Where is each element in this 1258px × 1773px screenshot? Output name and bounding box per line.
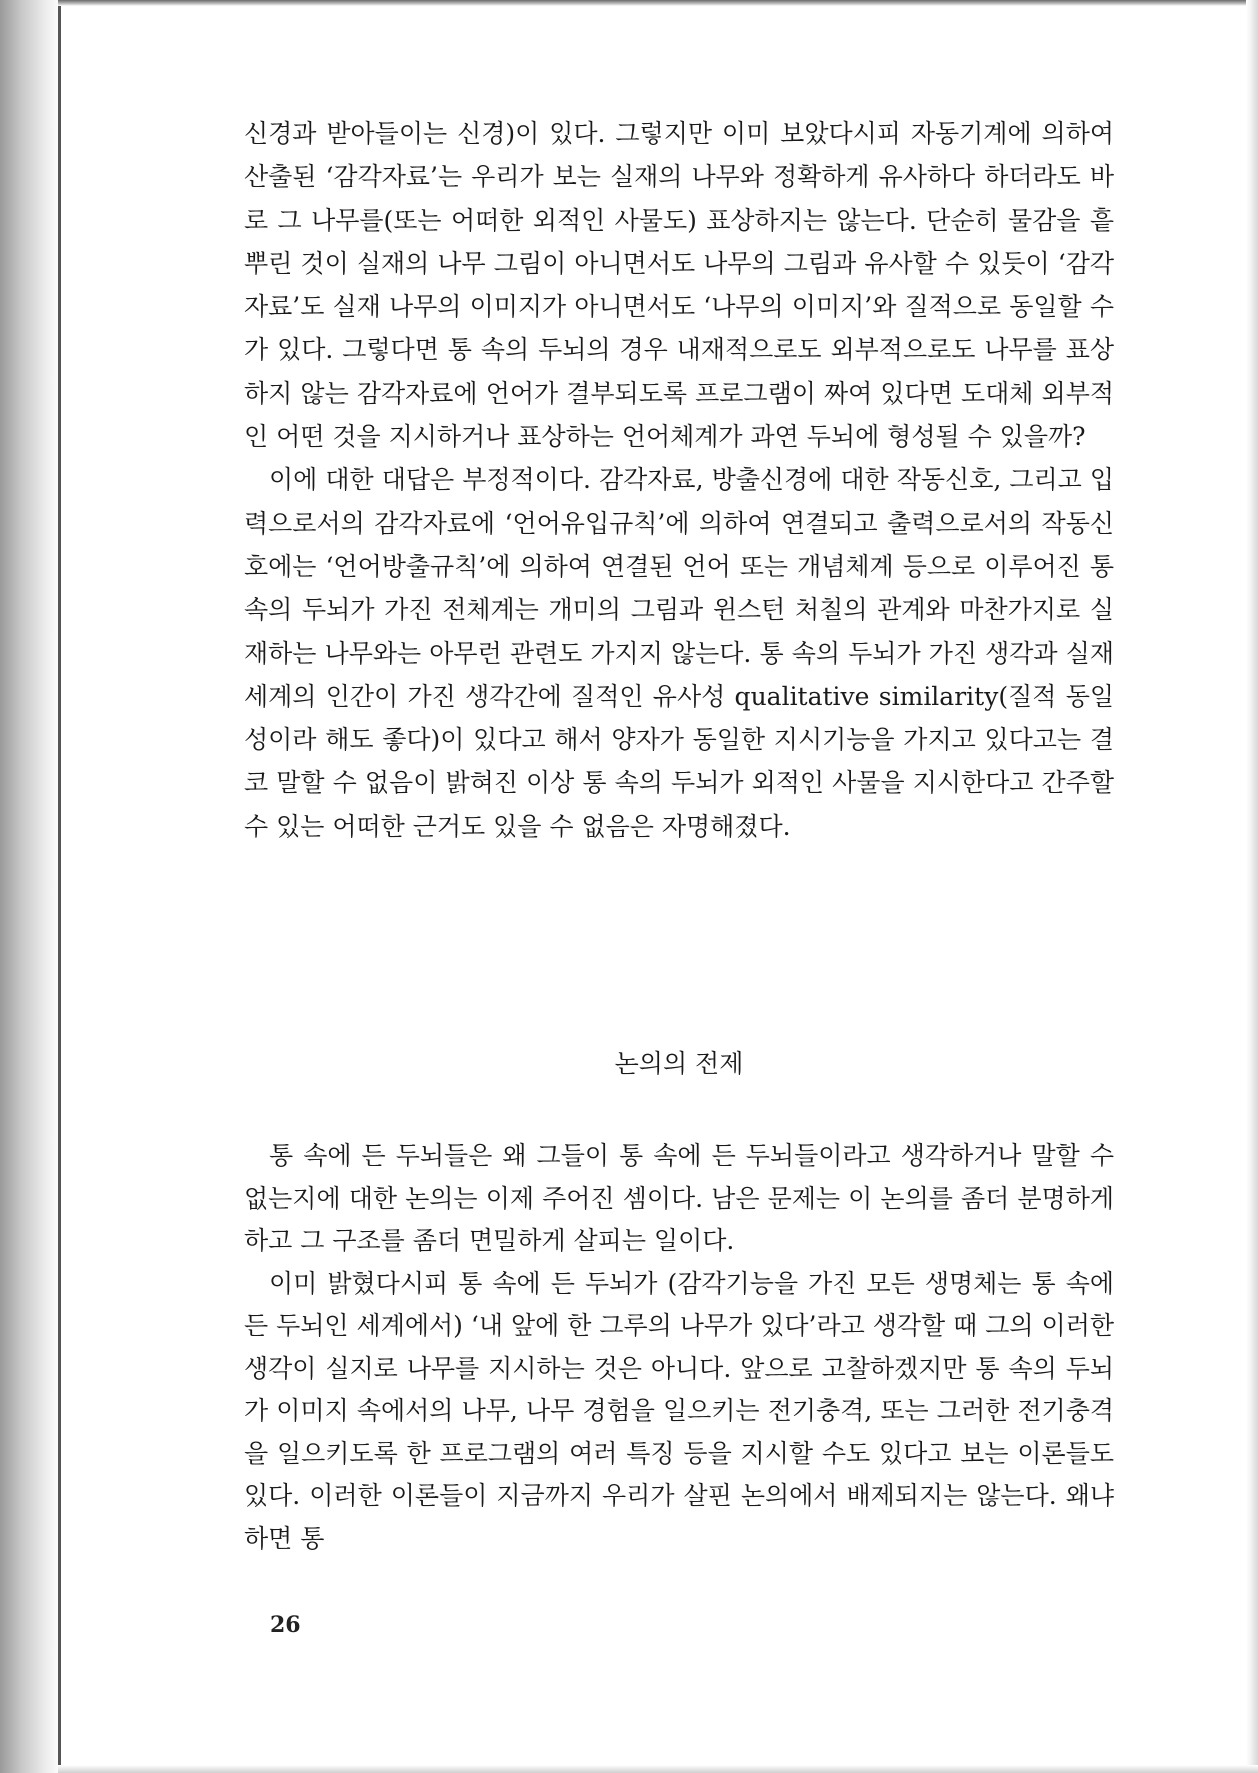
spine-shadow <box>0 0 62 1773</box>
body-text-top <box>244 112 1114 848</box>
right-edge <box>1246 0 1258 1773</box>
paragraph-2: 이에 대한 대답은 부정적이다. 감각자료, 방출신경에 대한 작동신호, 그리고 입력으로서의 감각자료에 ‘언어유입규칙’에 의하여 연결되고 출력으로서의 작동신호에는 ‘언어방출규칙’에 의하여 연결된 언어 또는 개념체계 등으로 이루어진 통 속의 두뇌가 가진 전체계는 개미의 그림과 윈스턴 처칠의 관계와 마찬가지로 실재하는 나무와는 아무런 관련도 가지지 않는다. 통 속의 두뇌가 가진 생각과 실재세계의 인간이 가진 생각간에 질적인 유사성 qualitative similarity(질적 동일성이라 해도 좋다)이 있다고 해서 양자가 동일한 지시기능을 가지고 있다고는 결코 말할 수 없음이 밝혀진 이상 통 속의 두뇌가 외적인 사물을 지시한다고 간주할 수 있는 어떠한 근거도 있을 수 없음은 자명해졌다. <box>244 465 1114 841</box>
paragraph-3: 통 속에 든 두뇌들은 왜 그들이 통 속에 든 두뇌들이라고 생각하거나 말할 수 없는지에 대한 논의는 이제 주어진 셈이다. 남은 문제는 이 논의를 좀더 분명하게 하고 그 구조를 좀더 면밀하게 살피는 일이다. <box>244 1141 1114 1255</box>
bottom-edge <box>58 1765 1258 1773</box>
body-text-bottom <box>244 1135 1114 1560</box>
page-number: 26 <box>270 1612 301 1638</box>
paragraph-1: 신경과 받아들이는 신경)이 있다. 그렇지만 이미 보았다시피 자동기계에 의하여 산출된 ‘감각자료’는 우리가 보는 실재의 나무와 정확하게 유사하다 하더라도 바로 그 나무를(또는 어떠한 외적인 사물도) 표상하지는 않는다. 단순히 물감을 흩뿌린 것이 실재의 나무 그림이 아니면서도 나무의 그림과 유사할 수 있듯이 ‘감각자료’도 실재 나무의 이미지가 아니면서도 ‘나무의 이미지’와 질적으로 동일할 수가 있다. 그렇다면 통 속의 두뇌의 경우 내재적으로도 외부적으로도 나무를 표상하지 않는 감각자료에 언어가 결부되도록 프로그램이 짜여 있다면 도대체 외부적인 어떤 것을 지시하거나 표상하는 언어체계가 과연 두뇌에 형성될 수 있을까? <box>244 119 1114 452</box>
top-edge <box>58 0 1258 6</box>
section-heading: 논의의 전제 <box>614 1049 744 1078</box>
spine-edge <box>58 0 61 1773</box>
paragraph-4: 이미 밝혔다시피 통 속에 든 두뇌가 (감각기능을 가진 모든 생명체는 통 속에 든 두뇌인 세계에서) ‘내 앞에 한 그루의 나무가 있다’라고 생각할 때 그의 이러한 생각이 실지로 나무를 지시하는 것은 아니다. 앞으로 고찰하겠지만 통 속의 두뇌가 이미지 속에서의 나무, 나무 경험을 일으키는 전기충격, 또는 그러한 전기충격을 일으키도록 한 프로그램의 여러 특징 등을 지시할 수도 있다고 보는 이론들도 있다. 이러한 이론들이 지금까지 우리가 살핀 논의에서 배제되지는 않는다. 왜냐하면 통 <box>244 1268 1114 1553</box>
